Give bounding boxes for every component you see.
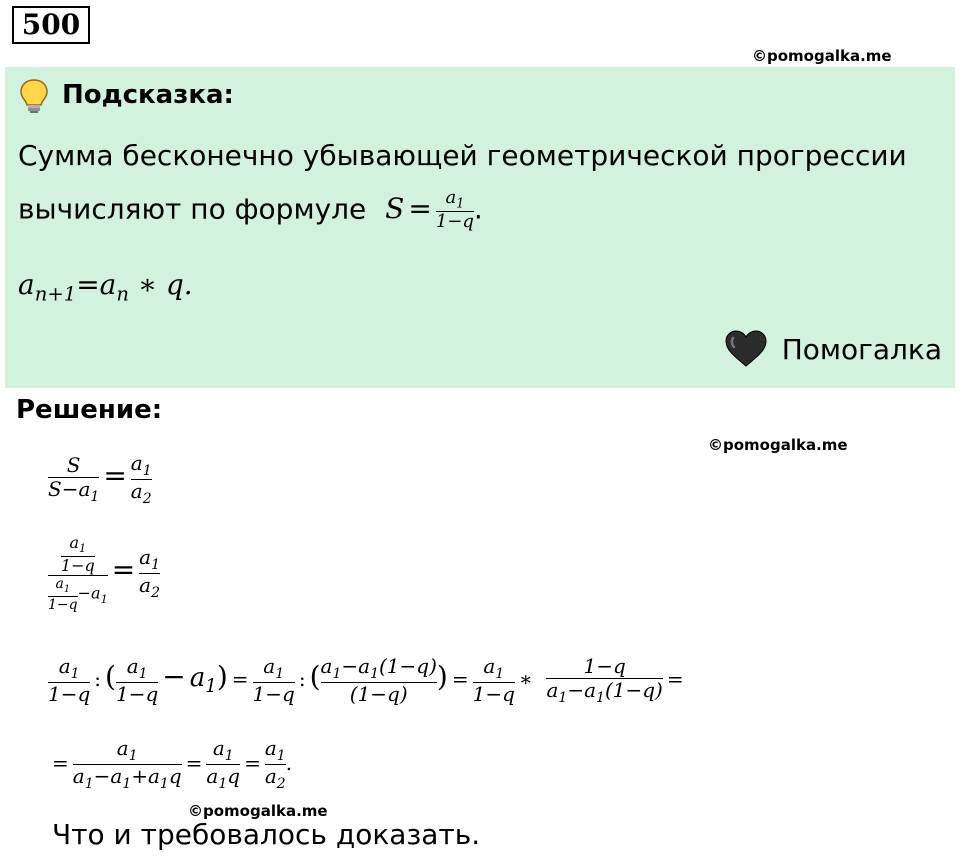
watermark: ©pomogalka.me — [752, 47, 892, 65]
lightbulb-icon — [18, 78, 50, 114]
watermark-2: ©pomogalka.me — [708, 436, 848, 454]
brand-label: Помогалка — [781, 333, 942, 366]
problem-number: 500 — [12, 6, 90, 44]
step-1: $\frac{S}{S-a_1}$ = $\frac{a_1}{a_2}$ — [48, 451, 152, 508]
hint-line-2-text: вычисляют по формуле — [18, 192, 367, 226]
recurrence-formula: $a_{n+1}=a_n$ ∗ q. — [18, 268, 193, 306]
heart-icon — [724, 330, 768, 368]
watermark-3: ©pomogalka.me — [188, 802, 328, 820]
formula-sum: $\frac{a_1}{1-q}$ — [435, 187, 474, 233]
hint-title: Подсказка: — [62, 80, 234, 110]
conclusion: Что и требовалось доказать. — [52, 818, 481, 851]
step-4: = $\frac{a_1}{a_1-a_1+a_1q}$ = $\frac{a_1}{a_1q}$ = $\frac{a_1}{a_2}$ . — [52, 736, 293, 793]
hint-line-1: Сумма бесконечно убывающей геометрической прогрессии — [18, 139, 907, 172]
hint-line-2: вычисляют по формуле S = $\frac{a_1}{1-q}$ . — [18, 187, 483, 233]
step-3: $\frac{a_1}{1-q}$ : ( $\frac{a_1}{1-q}$ − $a_1$) = $\frac{a_1}{1-q}$ : ( $\frac{a_1-a_1(1-q)}{(1-q)}$ ) = $\frac{a_1}{1-q}$ ∗ $\frac{1-q}{a_1-a_1(1-q)}$ = — [48, 654, 684, 707]
step-2: $\frac{a_1}{1-q}$ $\frac{a_1}{1-q}$ $-a_1$ = $\frac{a_1}{a_2}$ — [48, 533, 161, 613]
solution-title: Решение: — [16, 395, 163, 425]
